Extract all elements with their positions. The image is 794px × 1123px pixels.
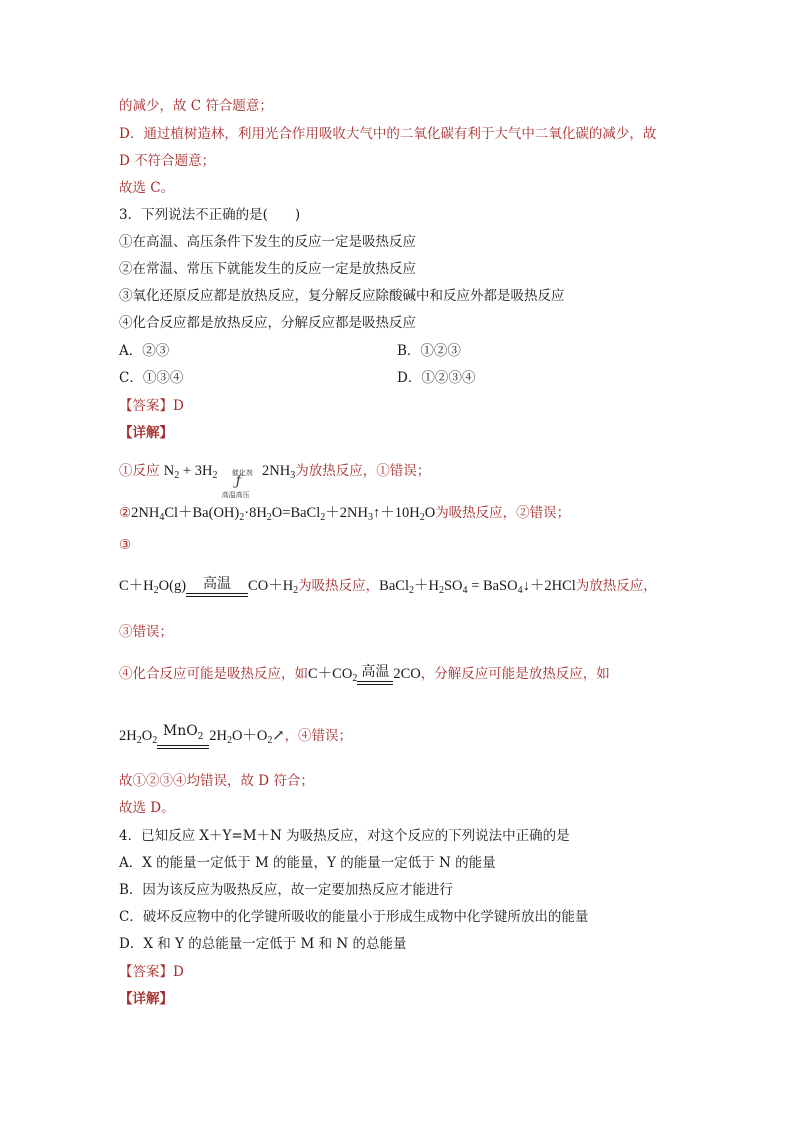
question-4: 4．已知反应 X＋Y=M＋N 为吸热反应，对这个反应的下列说法中正确的是 xyxy=(119,828,570,844)
statement-3: ③氧化还原反应都是放热反应，复分解反应除酸碱中和反应外都是吸热反应 xyxy=(119,288,565,304)
option-b: B．①②③ xyxy=(397,343,461,359)
explanation-2: $②2NH_4Cl+Ba(OH)_2\cdot 8H_2O=BaCl_2+2NH_3↑+10H_2O$为吸热反应，②错误； xyxy=(119,505,571,523)
statement-1: ①在高温、高压条件下发生的反应一定是吸热反应 xyxy=(119,234,416,250)
detail-label: 【详解】 xyxy=(119,425,173,441)
text-line: D．通过植树造林，利用光合作用吸收大气中的二氧化碳有利于大气中二氧化碳的减少，故 xyxy=(119,126,657,142)
answer-label: 【答案】D xyxy=(119,964,184,980)
option-d: D．①②③④ xyxy=(397,370,476,386)
q4-option-b: B．因为该反应为吸热反应，故一定要加热反应才能进行 xyxy=(119,882,453,898)
reaction-condition: 催化剂 ƒ 高温高压 xyxy=(221,468,253,499)
question-3: 3．下列说法不正确的是( ) xyxy=(119,207,301,223)
explanation-3: $C+H_2O(g)$ 高温 $CO+H_2$为吸热反应，$BaCl_2+H_2SO_4$ = BaSO$_4$↓＋2HCl为放热反应， xyxy=(119,575,657,596)
explanation-5: $2H_2O_2$ MnO$_2$ $2H_2O+O_2↗$，④错误； xyxy=(119,716,352,756)
text-line: D 不符合题意； xyxy=(119,153,216,169)
q4-option-a: A．X 的能量一定低于 M 的能量，Y 的能量一定低于 N 的能量 xyxy=(119,855,496,871)
detail-label: 【详解】 xyxy=(119,991,173,1007)
conclusion-1: 故①②③④均错误，故 D 符合； xyxy=(119,773,314,789)
option-a: A．②③ xyxy=(119,343,170,359)
statement-2: ②在常温、常压下就能发生的反应一定是放热反应 xyxy=(119,261,416,277)
explanation-3-tail: ③错误； xyxy=(119,624,173,640)
conclusion-2: 故选 D。 xyxy=(119,800,175,816)
condition-arrow: MnO$_2$ xyxy=(157,723,209,751)
q4-option-c: C．破坏反应物中的化学键所吸收的能量小于形成生成物中化学键所放出的能量 xyxy=(119,909,589,925)
q4-option-d: D．X 和 Y 的总能量一定低于 M 和 N 的总能量 xyxy=(119,936,407,952)
text-line: 的减少，故 C 符合题意； xyxy=(119,98,273,114)
explanation-3-number: ③ xyxy=(119,537,132,553)
text-line: 故选 C。 xyxy=(119,180,175,196)
answer-label: 【答案】D xyxy=(119,398,184,414)
condition-arrow: 高温 xyxy=(357,664,393,686)
explanation-1: ①反应 $N_2 + 3H_2$ 催化剂 ƒ 高温高压 $2NH_3$为放热反应，①错误； xyxy=(119,455,430,487)
option-c: C．①③④ xyxy=(119,370,184,386)
condition-arrow: 高温 xyxy=(186,576,248,598)
statement-4: ④化合反应都是放热反应，分解反应都是吸热反应 xyxy=(119,315,416,331)
explanation-4: ④化合反应可能是吸热反应，如$C+CO_2$ 高温 2CO，分解反应可能是放热反应，如 xyxy=(119,663,610,684)
